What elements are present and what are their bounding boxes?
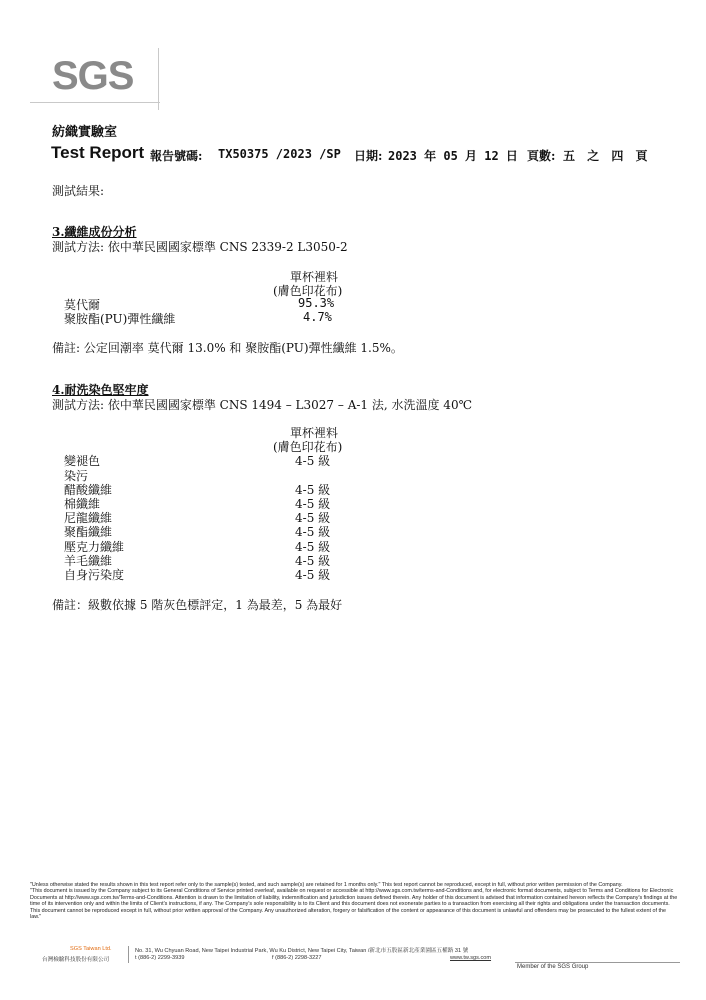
company-name-zh: 台灣檢驗科技股份有限公司 — [42, 957, 110, 963]
disclaimer-paragraph: "Unless otherwise stated the results shown in this test report refer only to the sample(s) tested, and such sample(s) are retained for 1 months only." This test report cannot be reproduced, except in full, without prior written permission of the Company. — [30, 882, 623, 888]
table-row-value: 4-5 級 — [295, 540, 331, 554]
logo-divider — [158, 48, 159, 110]
logo-underline — [30, 102, 160, 103]
disclaimer-paragraph: "This document is issued by the Company subject to its General Conditions of Service printed overleaf, available on request or accessible at http://www.sgs.com.tw/terms-and-Conditions and, for electronic format documents, subject to Terms and Conditions for Electronic Documents at http://www.sgs.com.tw/Terms-and-Conditions. Attention is drawn to the limitation of liability, indemnification and jurisdiction issues defined therein. Any holder of this document is advised that information contained hereon reflects the Company's findings at the time of its intervention only and within the limits of Client's instructions, if any. The Company's sole responsibility is to its Client and this document does not exonerate parties to a transaction from exercising all their rights and obligations under the transaction documents. This document cannot be reproduced except in full, without prior written approval of the Company. Any unauthorized alteration, forgery or falsification of the content or appearance of this document is unlawful and offenders may be prosecuted to the fullest extent of the law." — [30, 888, 678, 921]
table-row-label: 變褪色 — [64, 454, 101, 468]
table-row-label: 聚酯纖維 — [64, 525, 113, 539]
section3-title: 3.纖維成份分析 — [52, 225, 137, 239]
table-row-value: 4-5 級 — [295, 511, 331, 525]
member-divider — [515, 962, 680, 963]
section3-method: 測試方法: 依中華民國國家標準 CNS 2339-2 L3050-2 — [52, 240, 348, 254]
table-row-value: 95.3% — [298, 296, 335, 310]
logo-text: SGS — [52, 54, 134, 98]
page-count: 五 之 四 頁 — [563, 149, 652, 163]
section3-note: 備註: 公定回潮率 莫代爾 13.0% 和 聚胺酯(PU)彈性纖維 1.5%。 — [52, 341, 403, 355]
table-row-value: 4-5 級 — [295, 568, 331, 582]
section4-col-header-2: (膚色印花布) — [273, 440, 343, 454]
lab-name: 紡織實驗室 — [52, 125, 118, 140]
table-row-value: 4-5 級 — [295, 497, 331, 511]
table-row-label: 羊毛纖維 — [64, 554, 113, 568]
report-date: 2023 年 05 月 12 日 — [388, 149, 518, 163]
sgs-logo — [30, 48, 160, 110]
company-name-en: SGS Taiwan Ltd. — [70, 946, 112, 952]
table-row-value: 4-5 級 — [295, 525, 331, 539]
company-tel: t (886-2) 2299-3939 — [135, 955, 185, 961]
company-address: No. 31, Wu Chyuan Road, New Taipei Industrial Park, Wu Ku District, New Taipei City, Taiwan /新北市五股區新北產業園區五權路 31 號 — [135, 948, 469, 954]
report-title: Test Report — [51, 143, 145, 162]
table-row-value: 4-5 級 — [295, 554, 331, 568]
company-fax: f (886-2) 2298-3227 — [272, 955, 322, 961]
disclaimer — [30, 882, 678, 920]
section4-note: 備註：級數依據 5 階灰色標評定，1 為最差，5 為最好 — [52, 598, 343, 612]
table-row-label: 自身污染度 — [64, 568, 125, 582]
table-row-label: 壓克力纖維 — [64, 540, 125, 554]
section4-method: 測試方法: 依中華民國國家標準 CNS 1494 – L3027 – A-1 法, 水洗溫度 40℃ — [52, 398, 473, 412]
table-row-value: 4-5 級 — [295, 483, 331, 497]
table-row-label: 莫代爾 — [64, 298, 101, 312]
section3-col-header-1: 單杯裡料 — [290, 270, 339, 284]
table-row-label: 染污 — [64, 469, 89, 483]
table-row-label: 醋酸纖維 — [64, 483, 113, 497]
results-label: 測試結果: — [52, 184, 105, 198]
member-of-group: Member of the SGS Group — [517, 964, 589, 970]
section4-col-header-1: 單杯裡料 — [290, 426, 339, 440]
table-row-value: 4-5 級 — [295, 454, 331, 468]
date-label: 日期: — [354, 149, 383, 163]
section3-col-header-2: (膚色印花布) — [273, 284, 343, 298]
table-row-value: 4.7% — [303, 310, 332, 324]
table-row-label: 棉纖維 — [64, 497, 101, 511]
section4-title: 4.耐洗染色堅牢度 — [52, 383, 149, 397]
report-no-label: 報告號碼: — [150, 149, 203, 163]
company-website[interactable]: www.tw.sgs.com — [450, 955, 492, 961]
pages-label: 頁數: — [527, 149, 556, 163]
table-row-label: 聚胺酯(PU)彈性纖維 — [64, 312, 176, 326]
table-row-label: 尼龍纖維 — [64, 511, 113, 525]
footer-divider — [128, 946, 129, 963]
report-no: TX50375 /2023 /SP — [218, 147, 341, 161]
